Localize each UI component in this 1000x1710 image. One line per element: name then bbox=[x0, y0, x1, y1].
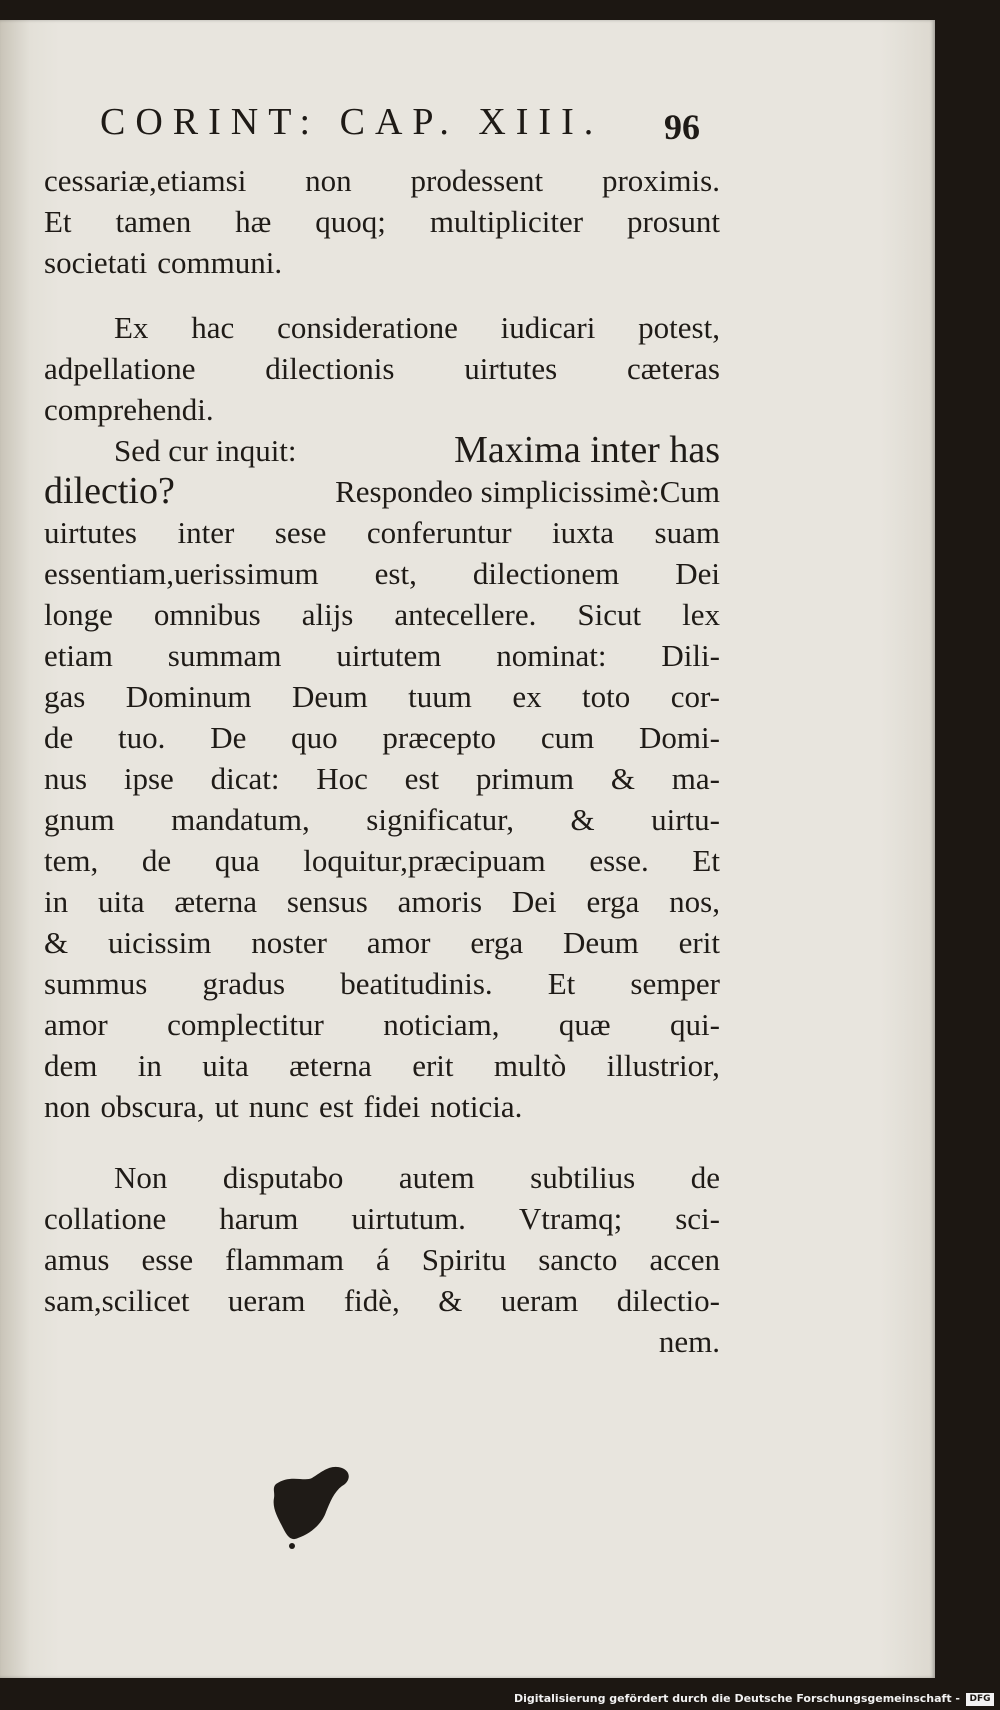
text-line bbox=[44, 758, 720, 799]
word: semper bbox=[630, 966, 720, 1001]
word: potest, bbox=[638, 310, 720, 345]
text-line bbox=[44, 1239, 720, 1280]
word: noster bbox=[251, 925, 327, 960]
word: erga bbox=[586, 884, 640, 919]
word: tem, bbox=[44, 843, 99, 878]
word: erit bbox=[678, 925, 720, 960]
text-line bbox=[44, 201, 720, 242]
word: qua bbox=[214, 843, 260, 878]
word: gnum bbox=[44, 802, 115, 837]
text-line bbox=[44, 471, 720, 512]
text-line bbox=[44, 881, 720, 922]
word: subtilius bbox=[530, 1160, 636, 1195]
word: ueram bbox=[227, 1283, 306, 1318]
page-number: 96 bbox=[664, 107, 700, 147]
text-line bbox=[44, 1045, 720, 1086]
paragraph-3 bbox=[44, 430, 720, 1127]
word: tuo. bbox=[118, 720, 166, 755]
text-line bbox=[44, 635, 720, 676]
word: nunc bbox=[248, 1089, 310, 1124]
word: complectitur bbox=[167, 1007, 324, 1042]
word: fidè, bbox=[343, 1283, 400, 1318]
word: non bbox=[305, 163, 352, 198]
text-line bbox=[44, 160, 720, 201]
word: communi. bbox=[157, 245, 283, 280]
text-line bbox=[44, 799, 720, 840]
paragraph-4 bbox=[44, 1157, 720, 1321]
word: adpellatione bbox=[44, 351, 196, 386]
text-line bbox=[44, 1004, 720, 1045]
word: harum bbox=[219, 1201, 299, 1236]
text-line bbox=[44, 676, 720, 717]
word: Dili- bbox=[661, 638, 720, 673]
word: prosunt bbox=[626, 204, 720, 239]
text-line bbox=[44, 242, 720, 283]
word: ueram bbox=[500, 1283, 579, 1318]
word: & bbox=[438, 1283, 463, 1318]
word: iudicari bbox=[500, 310, 596, 345]
word: uirtutum. bbox=[351, 1201, 466, 1236]
word: á bbox=[375, 1242, 390, 1277]
word: dem bbox=[44, 1048, 98, 1083]
word: Ex bbox=[114, 310, 149, 345]
emphasized-quote: Maxima inter has bbox=[454, 429, 720, 471]
word: dilectionis bbox=[265, 351, 395, 386]
text-line bbox=[44, 430, 720, 471]
word: ex bbox=[512, 679, 542, 714]
word: multipliciter bbox=[429, 204, 584, 239]
word: uicissim bbox=[107, 925, 212, 960]
word: de bbox=[44, 720, 74, 755]
word: ipse bbox=[123, 761, 174, 796]
word: cæteras bbox=[627, 351, 720, 386]
word: antecellere. bbox=[394, 597, 537, 632]
word: Dominum bbox=[125, 679, 252, 714]
running-head: CORINT: CAP. XIII. bbox=[100, 101, 604, 143]
text-line bbox=[44, 963, 720, 1004]
word: uirtu- bbox=[651, 802, 720, 837]
word: de bbox=[690, 1160, 720, 1195]
word: accen bbox=[649, 1242, 720, 1277]
catchword: nem. bbox=[658, 1324, 720, 1359]
word: ut bbox=[214, 1089, 239, 1124]
word: de bbox=[141, 843, 172, 878]
word: amoris bbox=[397, 884, 483, 919]
word: quoq; bbox=[315, 204, 386, 239]
word: prodessent bbox=[410, 163, 544, 198]
word: consideratione bbox=[277, 310, 458, 345]
word: collatione bbox=[44, 1201, 167, 1236]
text-line bbox=[44, 1157, 720, 1198]
word: erit bbox=[412, 1048, 454, 1083]
word: Deum bbox=[291, 679, 368, 714]
word: est, bbox=[374, 556, 417, 591]
word: est bbox=[319, 1089, 354, 1124]
word: illustrior, bbox=[606, 1048, 720, 1083]
word: Sicut bbox=[577, 597, 642, 632]
catchword-line bbox=[44, 1321, 720, 1362]
word: & bbox=[610, 761, 635, 796]
word: alijs bbox=[301, 597, 354, 632]
word: uirtutem bbox=[336, 638, 442, 673]
word: societati bbox=[44, 245, 148, 280]
word: summam bbox=[167, 638, 282, 673]
text-line bbox=[44, 1198, 720, 1239]
word: comprehendi. bbox=[44, 392, 214, 427]
word: uita bbox=[202, 1048, 249, 1083]
word: æterna bbox=[289, 1048, 372, 1083]
word: Et bbox=[547, 966, 576, 1001]
word: noticiam, bbox=[383, 1007, 500, 1042]
word: Spiritu bbox=[421, 1242, 507, 1277]
word: multò bbox=[493, 1048, 567, 1083]
word: conferuntur bbox=[366, 515, 512, 550]
word: in bbox=[137, 1048, 162, 1083]
paragraph-gap bbox=[44, 1127, 720, 1157]
word: autem bbox=[398, 1160, 475, 1195]
word: cum bbox=[540, 720, 595, 755]
word: inter bbox=[177, 515, 235, 550]
word: dicat: bbox=[210, 761, 280, 796]
word: mandatum, bbox=[171, 802, 310, 837]
word: noticia. bbox=[430, 1089, 523, 1124]
dfg-logo: DFG bbox=[966, 1693, 994, 1706]
word: sensus bbox=[286, 884, 368, 919]
text-line bbox=[44, 594, 720, 635]
word: ma- bbox=[671, 761, 720, 796]
text-run: Respondeo simplicissimè:Cum bbox=[335, 474, 720, 509]
word: & bbox=[44, 925, 69, 960]
word: loquitur,præcipuam bbox=[303, 843, 546, 878]
word: amus bbox=[44, 1242, 110, 1277]
word: dilectionem bbox=[472, 556, 620, 591]
word: uita bbox=[97, 884, 145, 919]
word: Domi- bbox=[639, 720, 720, 755]
word: esse. bbox=[589, 843, 649, 878]
word: esse bbox=[141, 1242, 194, 1277]
word: qui- bbox=[670, 1007, 720, 1042]
word: beatitudinis. bbox=[340, 966, 493, 1001]
word: significatur, bbox=[366, 802, 514, 837]
word: obscura, bbox=[100, 1089, 205, 1124]
word: cessariæ,etiamsi bbox=[44, 163, 247, 198]
text-line bbox=[44, 840, 720, 881]
word: gradus bbox=[202, 966, 286, 1001]
word: in bbox=[44, 884, 69, 919]
text-line bbox=[44, 348, 720, 389]
word: Dei bbox=[511, 884, 557, 919]
word: Et bbox=[44, 204, 72, 239]
word: cor- bbox=[670, 679, 720, 714]
text-line bbox=[44, 922, 720, 963]
word: toto bbox=[582, 679, 631, 714]
word: dilectio- bbox=[616, 1283, 720, 1318]
emphasized-quote: dilectio? bbox=[44, 470, 175, 512]
word: Hoc bbox=[316, 761, 368, 796]
word: nominat: bbox=[496, 638, 607, 673]
word: erga bbox=[470, 925, 524, 960]
word: amor bbox=[366, 925, 431, 960]
text-line bbox=[44, 389, 720, 430]
word: disputabo bbox=[222, 1160, 344, 1195]
word: sam,scilicet bbox=[44, 1283, 190, 1318]
text-line bbox=[44, 512, 720, 553]
word: Non bbox=[114, 1160, 168, 1195]
word: Et bbox=[692, 843, 720, 878]
word: tamen bbox=[115, 204, 192, 239]
word: præcepto bbox=[382, 720, 497, 755]
word: omnibus bbox=[153, 597, 261, 632]
text-line bbox=[44, 1086, 720, 1127]
text-run: Sed cur inquit: bbox=[114, 433, 297, 468]
word: non bbox=[44, 1089, 91, 1124]
word: tuum bbox=[408, 679, 472, 714]
word: suam bbox=[654, 515, 720, 550]
word: Dei bbox=[675, 556, 720, 591]
word: sancto bbox=[538, 1242, 618, 1277]
word: sese bbox=[274, 515, 327, 550]
word: etiam bbox=[44, 638, 113, 673]
word: uirtutes bbox=[44, 515, 137, 550]
word: summus bbox=[44, 966, 148, 1001]
paragraph-1 bbox=[44, 160, 720, 283]
word: Deum bbox=[563, 925, 639, 960]
printer-ornament-icon bbox=[268, 1462, 358, 1552]
text-line bbox=[44, 717, 720, 758]
word: lex bbox=[682, 597, 720, 632]
word: hæ bbox=[235, 204, 272, 239]
word: flammam bbox=[225, 1242, 344, 1277]
word: & bbox=[570, 802, 595, 837]
word: Vtramq; bbox=[518, 1201, 623, 1236]
word: nos, bbox=[669, 884, 720, 919]
word: sci- bbox=[675, 1201, 720, 1236]
body-text bbox=[44, 160, 720, 1362]
word: essentiam,uerissimum bbox=[44, 556, 319, 591]
word: æterna bbox=[174, 884, 257, 919]
word: fidei bbox=[363, 1089, 421, 1124]
word: amor bbox=[44, 1007, 108, 1042]
paragraph-gap bbox=[44, 283, 720, 307]
text-line bbox=[44, 307, 720, 348]
text-line bbox=[44, 1280, 720, 1321]
word: longe bbox=[44, 597, 113, 632]
word: hac bbox=[191, 310, 235, 345]
word: est bbox=[404, 761, 440, 796]
paragraph-2 bbox=[44, 307, 720, 430]
digitization-credit: Digitalisierung gefördert durch die Deutsche Forschungsgemeinschaft - bbox=[513, 1692, 960, 1705]
word: quæ bbox=[558, 1007, 611, 1042]
word: primum bbox=[475, 761, 575, 796]
text-line bbox=[44, 553, 720, 594]
word: gas bbox=[44, 679, 86, 714]
word: quo bbox=[291, 720, 338, 755]
word: proximis. bbox=[601, 163, 720, 198]
word: De bbox=[210, 720, 247, 755]
word: iuxta bbox=[552, 515, 615, 550]
word: nus bbox=[44, 761, 88, 796]
word: uirtutes bbox=[464, 351, 558, 386]
